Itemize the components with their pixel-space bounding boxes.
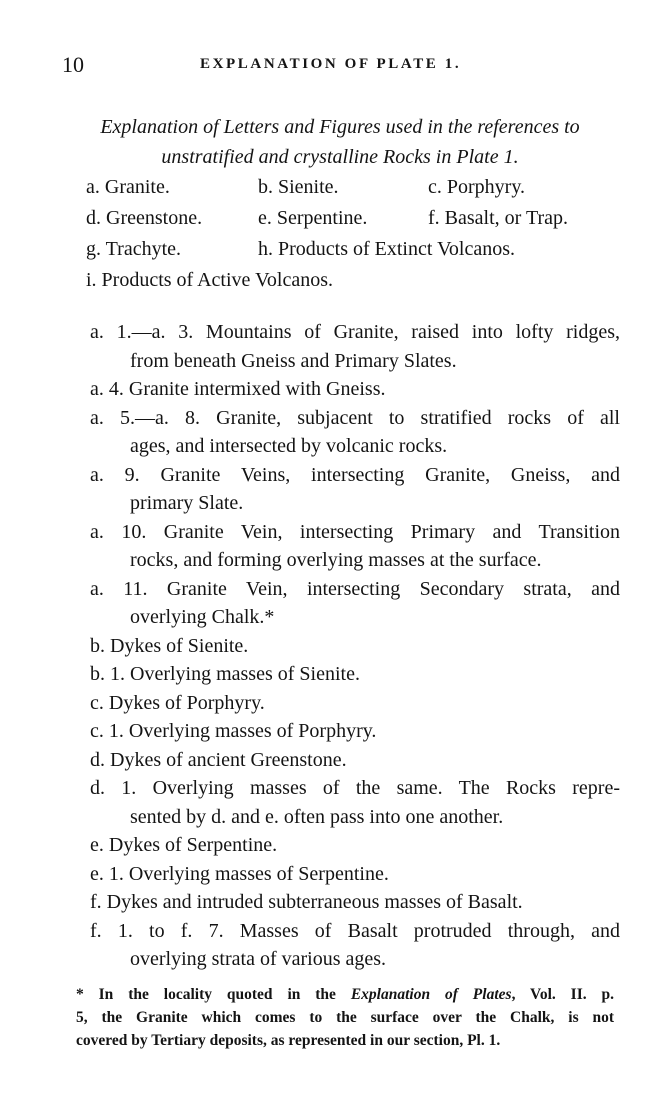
legend-item: i. Products of Active Volcanos. <box>86 269 334 291</box>
reference-entry <box>90 660 620 689</box>
entry-text: b. Dykes of Sienite. <box>90 634 249 657</box>
legend-row <box>86 176 646 207</box>
entry-text: a. 5.—a. 8. Granite, subjacent to stratified rocks of all <box>90 406 620 429</box>
legend-item: g. Trachyte. <box>86 238 181 260</box>
footnote-text: * In the locality quoted in the <box>76 986 351 1003</box>
reference-entry <box>90 375 620 404</box>
page-header <box>0 52 671 82</box>
reference-entry <box>90 717 620 746</box>
footnote-line: covered by Tertiary deposits, as represented in our section, Pl. 1. <box>76 1032 501 1049</box>
reference-list <box>90 318 620 974</box>
legend-item: a. Granite. <box>86 176 170 198</box>
entry-text: a. 4. Granite intermixed with Gneiss. <box>90 378 386 400</box>
footnote-line: 5, the Granite which comes to the surface over the Chalk, is not <box>76 1009 614 1026</box>
reference-entry <box>90 632 620 661</box>
legend-item: b. Sienite. <box>258 176 339 198</box>
reference-entry <box>90 518 620 575</box>
entry-continuation: rocks, and forming overlying masses at the surface. <box>130 549 542 571</box>
entry-text: a. 9. Granite Veins, intersecting Granite, Gneiss, and <box>90 463 620 486</box>
entry-text: d. 1. Overlying masses of the same. The Rocks repre- <box>90 777 620 799</box>
legend-item: e. Serpentine. <box>258 207 368 229</box>
legend-item: d. Greenstone. <box>86 207 203 229</box>
running-head: EXPLANATION OF PLATE 1. <box>200 56 462 72</box>
entry-continuation: primary Slate. <box>130 492 244 514</box>
entry-text: e. Dykes of Serpentine. <box>90 834 278 856</box>
legend-item: c. Porphyry. <box>428 176 526 198</box>
entry-text: a. 11. Granite Vein, intersecting Secondary strata, and <box>90 577 620 600</box>
entry-continuation: from beneath Gneiss and Primary Slates. <box>130 349 457 372</box>
heading-line: unstratified and crystalline Rocks in Plate 1. <box>161 146 519 168</box>
reference-entry <box>90 318 620 375</box>
entry-text: b. 1. Overlying masses of Sienite. <box>90 663 360 685</box>
footnote-italic-reference: Explanation of Plates <box>350 986 512 1003</box>
reference-entry <box>90 461 620 518</box>
reference-entry <box>90 888 620 917</box>
entry-text: a. 10. Granite Vein, intersecting Primary and Transition <box>90 520 620 543</box>
entry-text: f. 1. to f. 7. Masses of Basalt protruded through, and <box>90 919 620 942</box>
footnote-text: , Vol. II. p. <box>511 986 615 1003</box>
entry-text: c. 1. Overlying masses of Porphyry. <box>90 720 377 742</box>
entry-continuation: ages, and intersected by volcanic rocks. <box>130 435 448 457</box>
entry-continuation: overlying Chalk.* <box>130 606 275 628</box>
legend-row <box>86 238 646 269</box>
section-heading <box>60 112 620 172</box>
footnote-line <box>76 983 614 1006</box>
heading-line: Explanation of Letters and Figures used in the references to <box>100 116 580 138</box>
page-number: 10 <box>62 52 84 77</box>
reference-entry <box>90 746 620 775</box>
rock-legend <box>86 176 646 300</box>
reference-entry <box>90 774 620 831</box>
reference-entry <box>90 831 620 860</box>
legend-item: h. Products of Extinct Volcanos. <box>258 238 516 260</box>
legend-row <box>86 269 646 300</box>
entry-continuation: sented by d. and e. often pass into one another. <box>130 805 504 828</box>
entry-text: f. Dykes and intruded subterraneous masses of Basalt. <box>90 891 523 913</box>
reference-entry <box>90 689 620 718</box>
reference-entry <box>90 575 620 632</box>
footnote <box>76 983 614 1052</box>
entry-text: a. 1.—a. 3. Mountains of Granite, raised into lofty ridges, <box>90 321 620 343</box>
entry-text: e. 1. Overlying masses of Serpentine. <box>90 862 389 885</box>
reference-entry <box>90 860 620 889</box>
reference-entry <box>90 404 620 461</box>
reference-entry <box>90 917 620 974</box>
legend-row <box>86 207 646 238</box>
entry-text: c. Dykes of Porphyry. <box>90 691 265 714</box>
entry-continuation: overlying strata of various ages. <box>130 948 387 970</box>
legend-item: f. Basalt, or Trap. <box>428 207 568 229</box>
entry-text: d. Dykes of ancient Greenstone. <box>90 748 347 771</box>
